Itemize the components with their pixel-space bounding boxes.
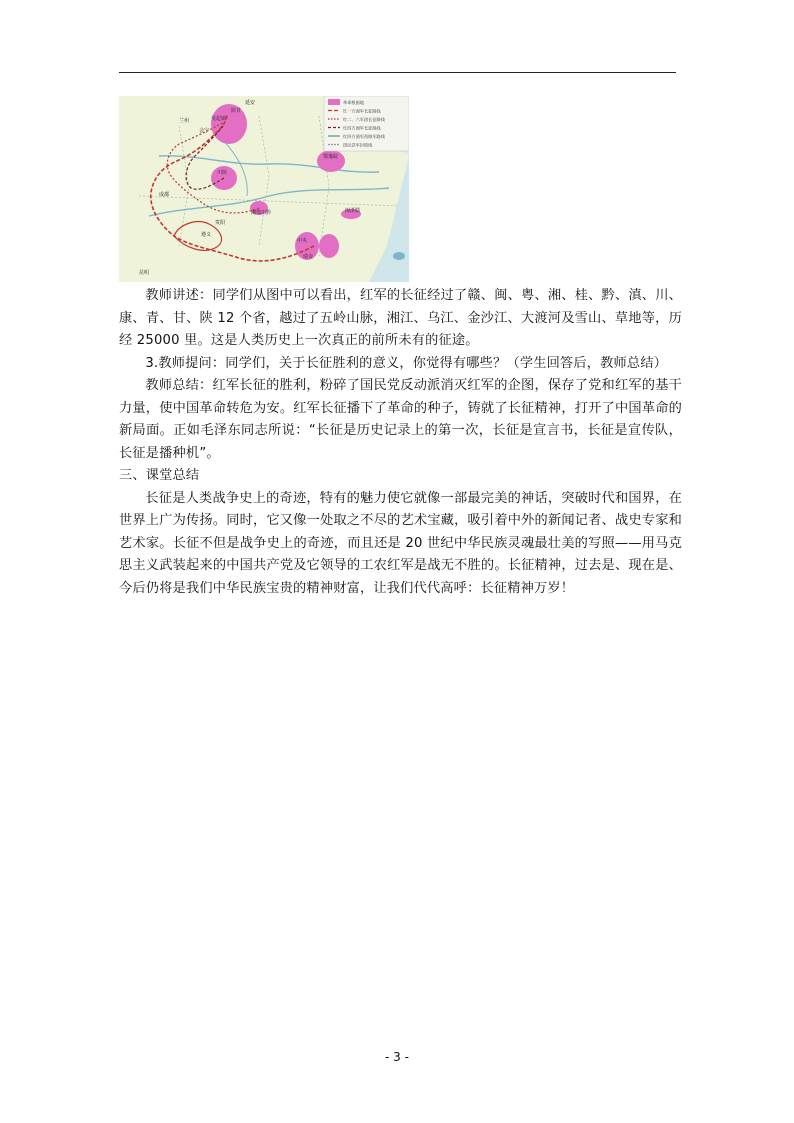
paragraph-teacher-narration: 教师讲述：同学们从图中可以看出，红军的长征经过了赣、闽、粤、湘、桂、黔、滇、川、康、青、甘、陕 12 个省，越过了五岭山脉，湘江、乌江、金沙江、大渡河及雪山、草地等，历经 25000 里。这是人类历史上一次真正的前所未有的征途。	[119, 288, 682, 348]
place-label: 遵义	[201, 232, 212, 238]
section-heading: 三、课堂总结	[119, 468, 200, 483]
place-label: 瑞金	[303, 254, 314, 260]
legend-label: 红一方面军长征路线	[343, 108, 381, 114]
place-label: 中央	[297, 238, 308, 244]
lake	[393, 252, 405, 260]
legend-label: 国民党军封锁线	[343, 142, 373, 148]
base-area-central-2	[319, 234, 339, 258]
header-rule	[119, 72, 676, 73]
base-area-swatch-icon	[328, 99, 340, 105]
legend-label: 革命根据地	[343, 100, 364, 105]
place-label: 湘鄂川黔	[251, 210, 272, 216]
place-label: 会宁	[199, 128, 210, 134]
map-graphic	[119, 96, 409, 282]
body-text	[119, 285, 682, 600]
paragraph-teacher-question: 3.教师提问：同学们，关于长征胜利的意义，你觉得有哪些？（学生回答后，教师总结）	[145, 355, 668, 371]
place-label: 陕甘	[231, 108, 242, 114]
place-label: 鄂豫皖	[323, 154, 339, 160]
place-label: 闽浙赣	[345, 208, 361, 214]
place-label: 吴起镇	[211, 116, 227, 122]
place-label: 川陕	[217, 170, 228, 176]
legend-label: 红四方面军长征路线	[343, 125, 381, 131]
place-label: 昆明	[139, 270, 150, 276]
legend-label: 红四方面军西路军路线	[343, 134, 385, 139]
legend-label: 红二、六军团长征路线	[343, 117, 385, 122]
paragraph-teacher-summary: 教师总结：红军长征的胜利，粉碎了国民党反动派消灭红军的企图，保存了党和红军的基干力量，使中国革命转危为安。红军长征播下了革命的种子，铸就了长征精神，打开了中国革命的新局面。正如毛泽东同志所说：“长征是历史记录上的第一次，长征是宣言书，长征是宣传队，长征是播种机”。	[119, 378, 682, 461]
page-number: - 3 -	[385, 1050, 409, 1064]
place-label: 兰州	[179, 118, 190, 124]
paragraph-class-summary: 长征是人类战争史上的奇迹，特有的魅力使它就像一部最完美的神话，突破时代和国界，在世界上广为传扬。同时，它又像一处取之不尽的艺术宝藏，吸引着中外的新闻记者、战史专家和艺术家。长征不但是战争史上的奇迹，而且还是 20 世纪中华民族灵魂最壮美的写照——用马克思主义武装起来的中国共产党及它领导的工农红军是战无不胜的。长征精神，过去是、现在是、今后仍将是我们中华民族宝贵的精神财富，让我们代代高呼：长征精神万岁！	[119, 490, 682, 596]
place-label: 贵阳	[215, 220, 226, 226]
place-label: 成都	[159, 192, 170, 198]
place-label: 延安	[245, 100, 256, 106]
long-march-map	[119, 96, 409, 282]
base-area-shaanxi	[211, 104, 247, 144]
legend-item	[328, 99, 365, 106]
